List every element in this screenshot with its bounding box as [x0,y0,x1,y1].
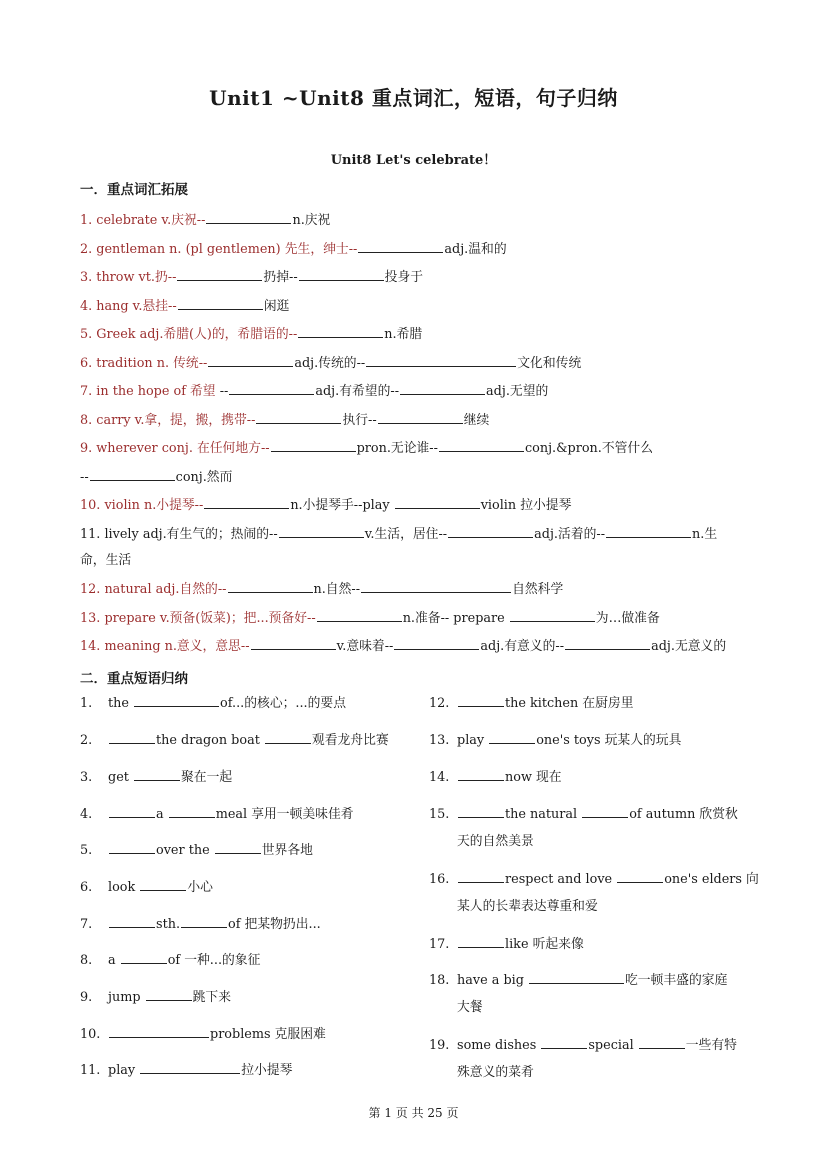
fill-blank[interactable] [458,705,504,707]
fill-blank[interactable] [366,365,516,367]
fill-blank[interactable] [299,279,384,281]
fill-blank[interactable] [181,926,227,928]
fill-blank[interactable] [358,251,443,253]
fill-blank[interactable] [265,742,311,744]
phrase-item-16: 16. respect and love one's elders 向 某人的长辈表达尊重和爱 [429,872,759,914]
fill-blank[interactable] [169,816,215,818]
fill-blank[interactable] [177,279,262,281]
fill-blank[interactable] [565,648,650,650]
fill-blank[interactable] [361,591,511,593]
fill-blank[interactable] [204,507,289,509]
fill-blank[interactable] [109,926,155,928]
fill-blank[interactable] [458,946,504,948]
fill-blank[interactable] [529,982,624,984]
fill-blank[interactable] [458,816,504,818]
fill-blank[interactable] [90,479,175,481]
fill-blank[interactable] [229,393,314,395]
vocab-item-12: 12. natural adj.自然的-- n.自然-- 自然科学 [80,582,564,597]
vocab-item-5: 5. Greek adj.希腊(人)的，希腊语的-- n.希腊 [80,327,423,342]
vocab-item-4: 4. hang v.悬挂-- 闲逛 [80,298,290,314]
vocab-item-2: 2. gentleman n. (pl gentlemen) 先生，绅士-- adj.温和的 [80,241,507,257]
fill-blank[interactable] [458,881,504,883]
fill-blank[interactable] [582,816,628,818]
fill-blank[interactable] [298,336,383,338]
fill-blank[interactable] [271,450,356,452]
fill-blank[interactable] [489,742,535,744]
vocab-item-9: 9. wherever conj. 在任何地方-- pron.无论谁-- conj.&pron.不管什么 [80,441,654,456]
fill-blank[interactable] [208,365,293,367]
fill-blank[interactable] [251,648,336,650]
fill-blank[interactable] [140,889,186,891]
fill-blank[interactable] [279,536,364,538]
section-heading-vocab: 一．重点词汇拓展 [80,182,188,198]
fill-blank[interactable] [541,1047,587,1049]
fill-blank[interactable] [606,536,691,538]
fill-blank[interactable] [109,852,155,854]
fill-blank[interactable] [378,422,463,424]
fill-blank[interactable] [121,962,167,964]
fill-blank[interactable] [140,1072,240,1074]
fill-blank[interactable] [215,852,261,854]
fill-blank[interactable] [109,1036,209,1038]
fill-blank[interactable] [448,536,533,538]
fill-blank[interactable] [439,450,524,452]
fill-blank[interactable] [317,620,402,622]
fill-blank[interactable] [394,648,479,650]
vocab-item-1: 1. celebrate v.庆祝-- n.庆祝 [80,213,331,228]
fill-blank[interactable] [134,779,180,781]
fill-blank[interactable] [146,999,192,1001]
fill-blank[interactable] [228,591,313,593]
fill-blank[interactable] [617,881,663,883]
vocab-item-6: 6. tradition n. 传统-- adj.传统的-- 文化和传统 [80,355,582,371]
vocab-item-13: 13. prepare v.预备(饭菜)；把...预备好-- n.准备-- prepare 为…做准备 [80,610,660,626]
vocab-item-10: 10. violin n.小提琴-- n.小提琴手--play violin 拉小提琴 [80,498,572,513]
fill-blank[interactable] [109,816,155,818]
vocab-item-7: 7. in the hope of 希望 -- adj.有希望的-- adj.无望的 [80,384,549,399]
section-heading-phrases: 二．重点短语归纳 [80,671,188,687]
phrase-item-15: 15. the natural of autumn 欣赏秋 天的自然美景 [429,807,738,849]
vocab-item-11: 11. lively adj.有生气的；热闹的-- v.生活，居住-- adj.活着的-- n.生 [80,526,718,542]
page-title: Unit1 ~Unit8 重点词汇，短语，句子归纳 [209,86,618,110]
vocab-item-9-cont: -- conj.然而 [80,469,233,485]
page-footer: 第 1 页 共 25 页 [368,1106,459,1120]
vocab-item-11-cont: 命，生活 [80,553,132,568]
fill-blank[interactable] [256,422,341,424]
phrase-item-18: 18. have a big 吃一顿丰盛的家庭 大餐 [429,973,728,1015]
fill-blank[interactable] [510,620,595,622]
vocab-item-3: 3. throw vt.扔-- 扔掉-- 投身于 [80,270,424,285]
fill-blank[interactable] [134,705,219,707]
phrase-item-19: 19. some dishes special 一些有特 殊意义的菜肴 [429,1038,737,1080]
fill-blank[interactable] [458,779,504,781]
fill-blank[interactable] [206,222,291,224]
fill-blank[interactable] [178,308,263,310]
fill-blank[interactable] [109,742,155,744]
fill-blank[interactable] [639,1047,685,1049]
fill-blank[interactable] [395,507,480,509]
fill-blank[interactable] [400,393,485,395]
unit-subtitle: Unit8 Let's celebrate！ [330,153,497,168]
vocab-item-8: 8. carry v.拿，提，搬，携带-- 执行-- 继续 [80,412,490,428]
vocab-item-14: 14. meaning n.意义，意思-- v.意味着-- adj.有意义的-- adj.无意义的 [80,639,727,654]
